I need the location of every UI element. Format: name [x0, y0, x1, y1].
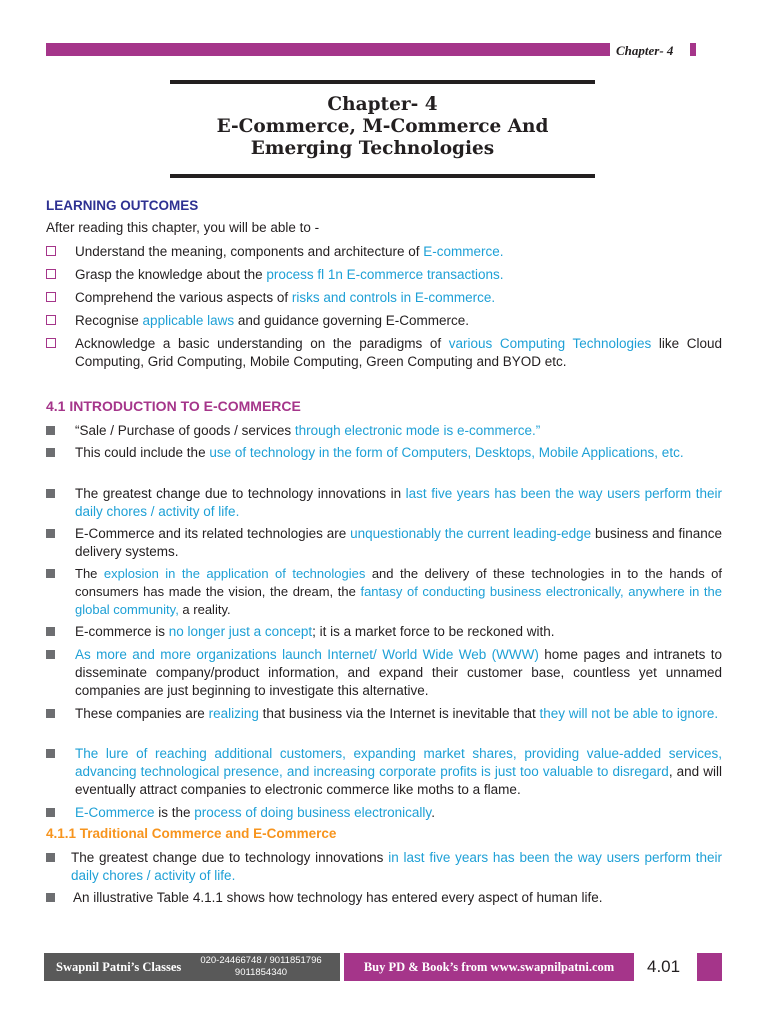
footer-right-band: [697, 953, 722, 981]
checkbox-bullet-icon: [46, 338, 56, 348]
learning-outcomes-intro: After reading this chapter, you will be able to -: [46, 220, 320, 235]
page-number: 4.01: [647, 957, 681, 976]
checkbox-bullet-icon: [46, 292, 56, 302]
footer-brand-name: Swapnil Patni’s Classes: [56, 960, 182, 974]
checkbox-bullet-icon: [46, 315, 56, 325]
outcome-item: Recognise applicable laws and guidance governing E-Commerce.: [46, 312, 722, 330]
title-line-3: Emerging Technologies: [250, 138, 495, 159]
title-line-1: Chapter- 4: [327, 94, 438, 115]
outcome-item: Understand the meaning, components and architecture of E-commerce.: [46, 243, 722, 261]
square-bullet-icon: [46, 893, 55, 902]
square-bullet-icon: [46, 569, 55, 578]
list-item: The greatest change due to technology innovations in last five years has been the way users perform their daily chores / activity of life.: [46, 485, 722, 521]
learning-outcomes-heading: LEARNING OUTCOMES: [46, 198, 199, 213]
outcome-item: Grasp the knowledge about the process fl 1n E-commerce transactions.: [46, 266, 722, 284]
list-item: The lure of reaching additional customers, expanding market shares, providing value-added services, advancing technological presence, and increasing corporate profits is just too valuable to disregard, and will eventually attract companies to electronic commerce like moths to a flame.: [46, 745, 722, 799]
square-bullet-icon: [46, 489, 55, 498]
footer-phone-line-2: 9011854340: [234, 967, 288, 978]
title-line-2: E-Commerce, M-Commerce And: [216, 116, 549, 137]
header-bar-end: [690, 43, 696, 56]
square-bullet-icon: [46, 808, 55, 817]
chapter-title: [170, 94, 595, 160]
square-bullet-icon: [46, 426, 55, 435]
list-item: These companies are realizing that business via the Internet is inevitable that they will not be able to ignore.: [46, 705, 722, 723]
list-item: E-Commerce is the process of doing business electronically.: [46, 804, 722, 822]
section-heading-4-1-1: 4.1.1 Traditional Commerce and E-Commerce: [46, 826, 337, 841]
square-bullet-icon: [46, 529, 55, 538]
section-heading-4-1: 4.1 INTRODUCTION TO E-COMMERCE: [46, 398, 301, 414]
square-bullet-icon: [46, 627, 55, 636]
title-rule-bottom: [170, 174, 595, 178]
square-bullet-icon: [46, 853, 55, 862]
square-bullet-icon: [46, 709, 55, 718]
list-item: E-commerce is no longer just a concept; it is a market force to be reckoned with.: [46, 623, 722, 641]
list-item: This could include the use of technology in the form of Computers, Desktops, Mobile Applications, etc.: [46, 444, 722, 462]
list-item: As more and more organizations launch Internet/ World Wide Web (WWW) home pages and intranets to disseminate company/product information, and expand their customer base, countless yet unnamed companies are just beginning to investigate this alternative.: [46, 646, 722, 700]
list-item: The explosion in the application of technologies and the delivery of these technologies in to the hands of consumers has made the vision, the dream, the fantasy of conducting business electronically, anywhere in the global community, a reality.: [46, 565, 722, 619]
footer-phone-line-1: 020-24466748 / 9011851796: [200, 955, 322, 966]
footer-promo-text: Buy PD & Book’s from www.swapnilpatni.com: [363, 960, 615, 974]
list-item: E-Commerce and its related technologies are unquestionably the current leading-edge business and finance delivery systems.: [46, 525, 722, 561]
square-bullet-icon: [46, 448, 55, 457]
footer-phone-numbers: [186, 955, 336, 979]
title-rule-top: [170, 80, 595, 84]
square-bullet-icon: [46, 749, 55, 758]
list-item: An illustrative Table 4.1.1 shows how technology has entered every aspect of human life.: [46, 889, 722, 907]
chapter-tag: Chapter- 4: [616, 43, 674, 58]
list-item: The greatest change due to technology innovations in last five years has been the way users perform their daily chores / activity of life.: [46, 849, 722, 885]
checkbox-bullet-icon: [46, 246, 56, 256]
square-bullet-icon: [46, 650, 55, 659]
outcome-item: Acknowledge a basic understanding on the paradigms of various Computing Technologies like Cloud Computing, Grid Computing, Mobile Computing, Green Computing and BYOD etc.: [46, 335, 722, 371]
checkbox-bullet-icon: [46, 269, 56, 279]
list-item: “Sale / Purchase of goods / services through electronic mode is e-commerce.”: [46, 422, 722, 440]
header-bar: [46, 43, 610, 56]
outcome-item: Comprehend the various aspects of risks and controls in E-commerce.: [46, 289, 722, 307]
